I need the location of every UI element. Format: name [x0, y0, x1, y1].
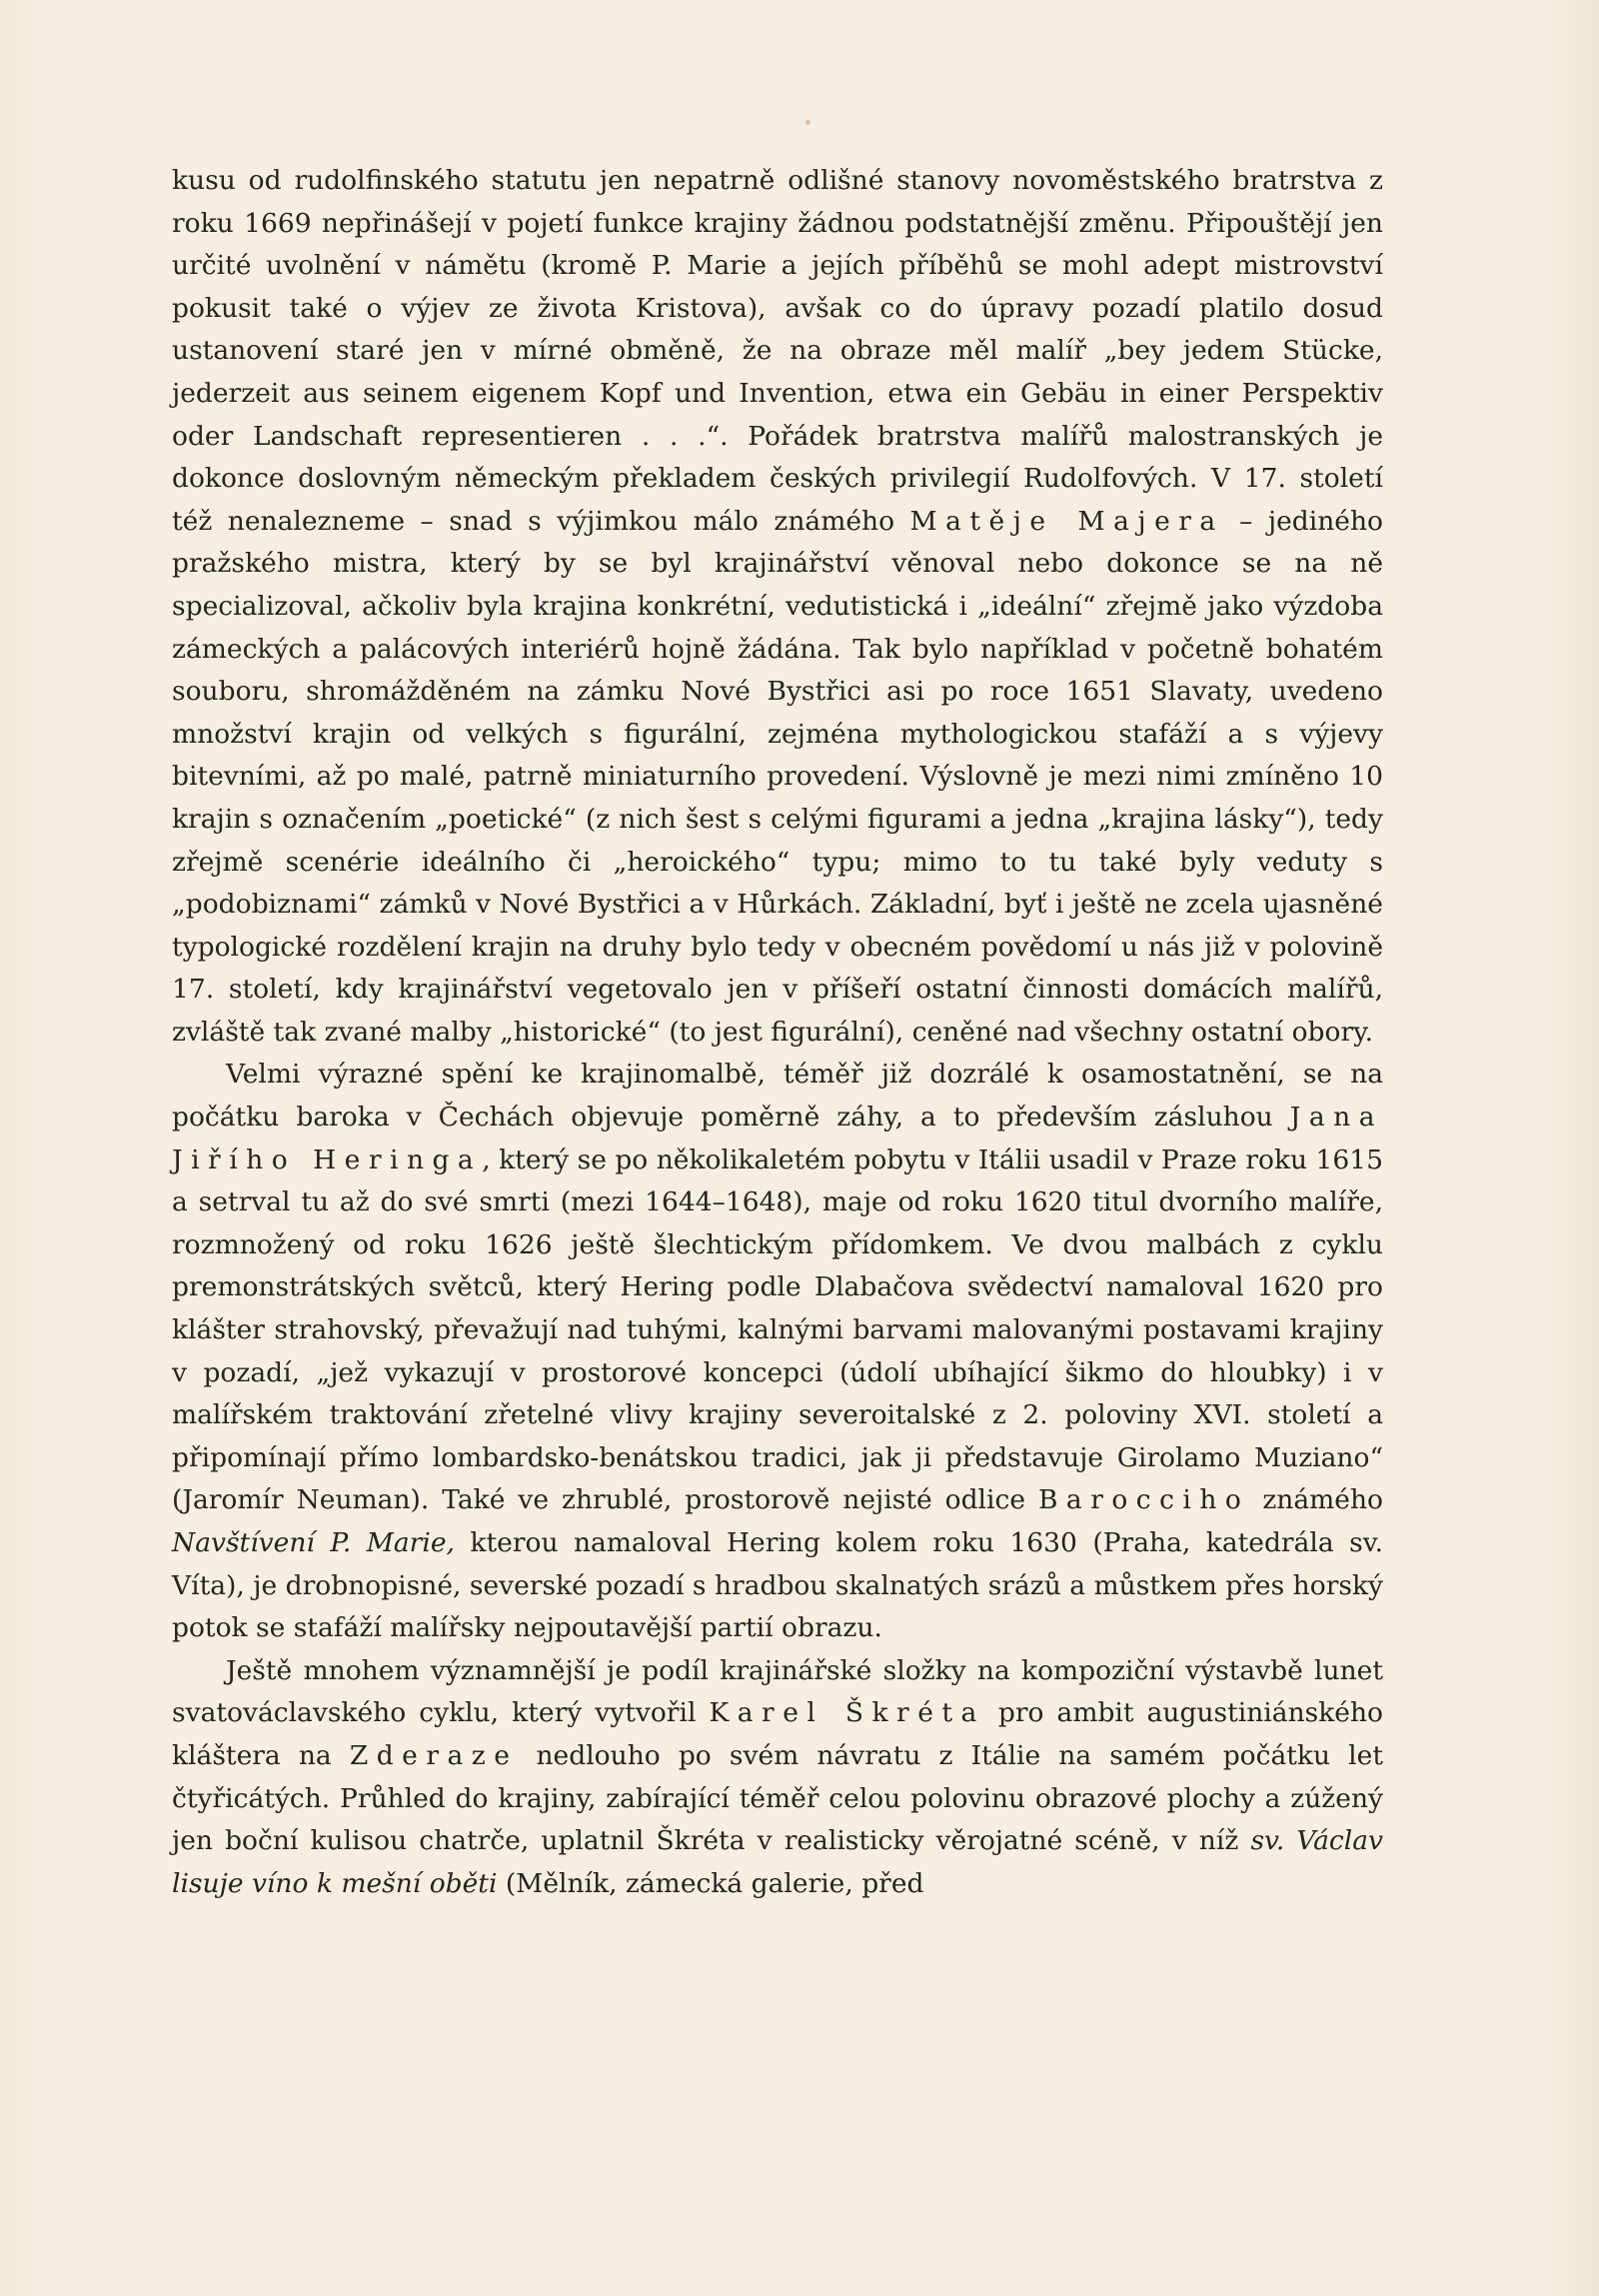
paper-speck — [805, 120, 810, 125]
spaced-name-karel-skreta: Karel Škréta — [709, 1697, 985, 1729]
text-run: kterou namaloval Hering kolem roku 1630 (Praha, katedrála sv. Víta), je drobnopisné, severské pozadí s hradbou skalnatých srázů a můstkem přes horský potok se stafáží malířsky nejpoutavější partií obrazu. — [172, 1527, 1384, 1644]
body-text — [172, 160, 1383, 1905]
spaced-name-barocci: Baroccihо — [1037, 1484, 1250, 1516]
text-run: známého — [1249, 1484, 1383, 1516]
text-run: nedlouho po svém návratu z Itálie na samém počátku let čtyřicátých. Průhled do krajiny, zabírající téměř celou polovinu obrazové plochy a zúžený jen boční kulisou chatrče, uplatnil Škréta v realisticky věrojatné scéně, v níž — [172, 1739, 1383, 1857]
italic-title-sv-vaclav: sv. Václav lisuje víno k mešní oběti — [172, 1825, 1383, 1899]
text-run: pro ambit augustiniánského kláštera na — [172, 1697, 1384, 1771]
spaced-name-zderaz: Zderaze — [349, 1739, 519, 1771]
text-run: kusu od rudolfinského statutu jen nepatrně odlišné stanovy novoměstského bratrstva z roku 1669 nepřinášejí v pojetí funkce krajiny žádnou podstatnější změnu. Připouštějí jen určité uvolnění v námětu (kromě P. Marie a jejích příběhů se mohl adept mistrovství pokusit také o výjev ze života Kristova), avšak co do úpravy pozadí platilo dosud ustanovení staré jen v mírné obměně, že na obraze měl malíř „bey jedem Stücke, jederzeit aus seinem eigenem Kopf und Invention, etwa ein Gebäu in einer Perspektiv oder Landschaft representieren . . .“. Pořádek bratrstva malířů malostranských je dokonce doslovným německým překladem českých privilegií Rudolfových. V 17. století též nenalezneme – snad s výjimkou málo známého — [172, 165, 1383, 537]
text-run: , který se po několikaletém pobytu v Itálii usadil v Praze roku 1615 a setrval tu až do své smrti (mezi 1644–1648), maje od roku 1620 titul dvorního malíře, rozmnožený od roku 1626 ještě šlechtickým přídomkem. Ve dvou malbách z cyklu premonstrátských světců, který Hering podle Dlabačova svědectví namaloval 1620 pro klášter strahovský, převažují nad tuhými, kalnými barvami malovanými postavami krajiny v pozadí, „jež vykazují v prostorové koncepci (údolí ubíhající šikmo do hloubky) i v malířském traktování zřetelné vlivy krajiny severoitalské z 2. poloviny XVI. století a připomínají přímo lombardsko-benátskou tradici, jak ji představuje Girolamo Muziano“ (Jaromír Neuman). Také ve zhrublé, prostorově nejisté odlice — [172, 1144, 1383, 1516]
spaced-name-jan-jiri-hering: Jana Jiřího Heringa — [172, 1102, 1383, 1175]
paragraph-2 — [172, 1054, 1383, 1649]
text-run: Velmi výrazné spění ke krajinomalbě, téměř již dozrálé k osamostatnění, se na počátku baroka v Čechách objevuje poměrně záhy, a to především zásluhou — [172, 1059, 1383, 1134]
italic-title-navstiveni: Navštívení P. Marie, — [172, 1527, 455, 1558]
paragraph-3 — [172, 1650, 1383, 1906]
text-run: Ještě mnohem významnější je podíl krajinářské složky na kompoziční výstavbě lunet svatováclavského cyklu, který vytvořil — [172, 1654, 1383, 1729]
text-run: (Mělník, zámecká galerie, před — [497, 1867, 924, 1899]
spaced-name-matej-majer: Matěje Majera — [909, 505, 1224, 537]
paragraph-1 — [172, 160, 1383, 1054]
text-run: – jediného pražského mistra, který by se byl krajinářství věnoval nebo dokonce se na ně specializoval, ačkoliv byla krajina konkrétní, vedutistická i „ideální“ zřejmě jako výzdoba zámeckých a palácových interiérů hojně žádána. Tak bylo například v početně bohatém souboru, shromážděném na zámku Nové Bystřici asi po roce 1651 Slavaty, uvedeno množství krajin od velkých s figurální, zejména mythologickou stafáží a s výjevy bitevními, až po malé, patrně miniaturního provedení. Výslovně je mezi nimi zmíněno 10 krajin s označením „poetické“ (z nich šest s celými figurami a jedna „krajina lásky“), tedy zřejmě scenérie ideálního či „heroického“ typu; mimo to tu také byly veduty s „podobiznami“ zámků v Nové Bystřici a v Hůrkách. Základní, byť i ještě ne zcela ujasněné typologické rozdělení krajin na druhy bylo tedy v obecném povědomí u nás již v polovině 17. století, kdy krajinářství vegetovalo jen v příšeří ostatní činnosti domácích malířů, zvláště tak zvané malby „historické“ (to jest figurální), ceněné nad všechny ostatní obory. — [172, 505, 1383, 1048]
